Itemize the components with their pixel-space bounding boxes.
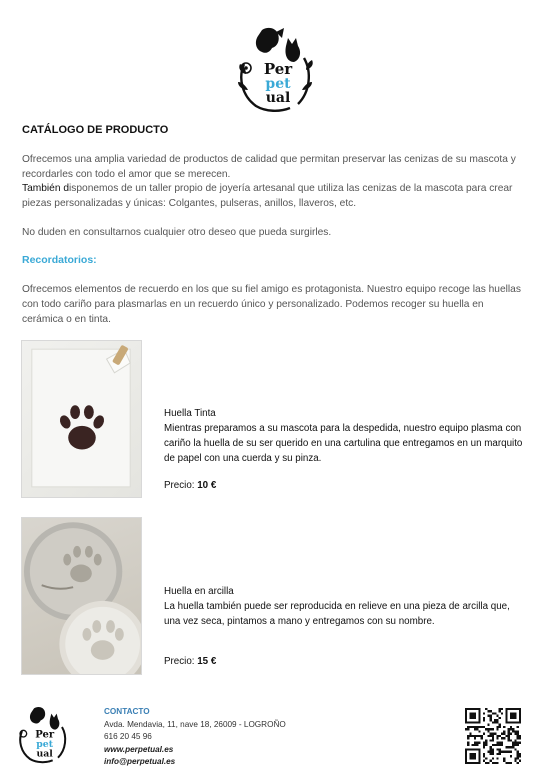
qr-code-icon[interactable] bbox=[465, 708, 521, 764]
price-value: 15 € bbox=[197, 656, 217, 667]
product-name: Huella en arcilla bbox=[164, 586, 234, 597]
contact-address: Avda. Mendavia, 11, nave 18, 26009 - LOGROÑO bbox=[104, 719, 286, 729]
product-ink bbox=[164, 406, 524, 466]
brand-logo bbox=[232, 24, 316, 116]
product-name: Huella Tinta bbox=[164, 408, 216, 419]
ink-paw-photo bbox=[21, 340, 142, 498]
section-intro: Ofrecemos elementos de recuerdo en los que su fiel amigo es protagonista. Nuestro equipo recoge las huellas con todo cariño para plasmarlas en un recuerdo único y personalizado. Podemos recoger su huella en cerámica o en tinta. bbox=[22, 284, 521, 325]
contact-heading: CONTACTO bbox=[104, 707, 150, 716]
product-description: Mientras preparamos a su mascota para la despedida, nuestro equipo plasma con cariño la huella de su ser querido en una cartulina que entregamos en un marquito de papel con una cuerda y su pinza. bbox=[164, 423, 523, 464]
intro-paragraph: Ofrecemos una amplia variedad de productos de calidad que permitan preservar las cenizas de su mascota y recordarles con todo el amor que se merecen. bbox=[22, 154, 516, 180]
contact-website[interactable]: www.perpetual.es bbox=[104, 744, 174, 754]
workshop-lead: También d bbox=[22, 183, 70, 194]
logo-text-ual: ual bbox=[265, 90, 291, 106]
contact-phone[interactable]: 616 20 45 96 bbox=[104, 732, 152, 741]
workshop-rest: isponemos de un taller propio de joyería artesanal que utiliza las cenizas de la mascota para crear piezas personalizadas y únicas: Colgantes, pulseras, anillos, llaveros, etc. bbox=[22, 183, 513, 209]
clay-paw-photo bbox=[21, 517, 142, 675]
footer-logo bbox=[14, 704, 70, 766]
page-title: CATÁLOGO DE PRODUCTO bbox=[22, 124, 169, 136]
contact-email[interactable]: info@perpetual.es bbox=[104, 757, 176, 766]
contact-block bbox=[104, 706, 286, 769]
logo-text-pet: pet bbox=[36, 739, 54, 750]
logo-text-per: Per bbox=[263, 60, 293, 78]
price-label: Precio: bbox=[164, 480, 198, 491]
workshop-paragraph bbox=[22, 181, 522, 211]
product-price bbox=[164, 480, 216, 491]
price-label: Precio: bbox=[164, 656, 198, 667]
product-clay bbox=[164, 584, 524, 629]
contact-note: No duden en consultarnos cualquier otro deseo que pueda surgirles. bbox=[22, 227, 332, 238]
logo-text-per: Per bbox=[35, 729, 55, 741]
section-title: Recordatorios: bbox=[22, 254, 97, 266]
product-price bbox=[164, 656, 216, 667]
logo-text-ual: ual bbox=[36, 748, 53, 760]
product-description: La huella también puede ser reproducida en relieve en una pieza de arcilla que, una vez seca, pintamos a mano y entregamos con su nombre. bbox=[164, 601, 510, 627]
price-value: 10 € bbox=[197, 480, 217, 491]
logo-text-pet: pet bbox=[265, 76, 291, 92]
